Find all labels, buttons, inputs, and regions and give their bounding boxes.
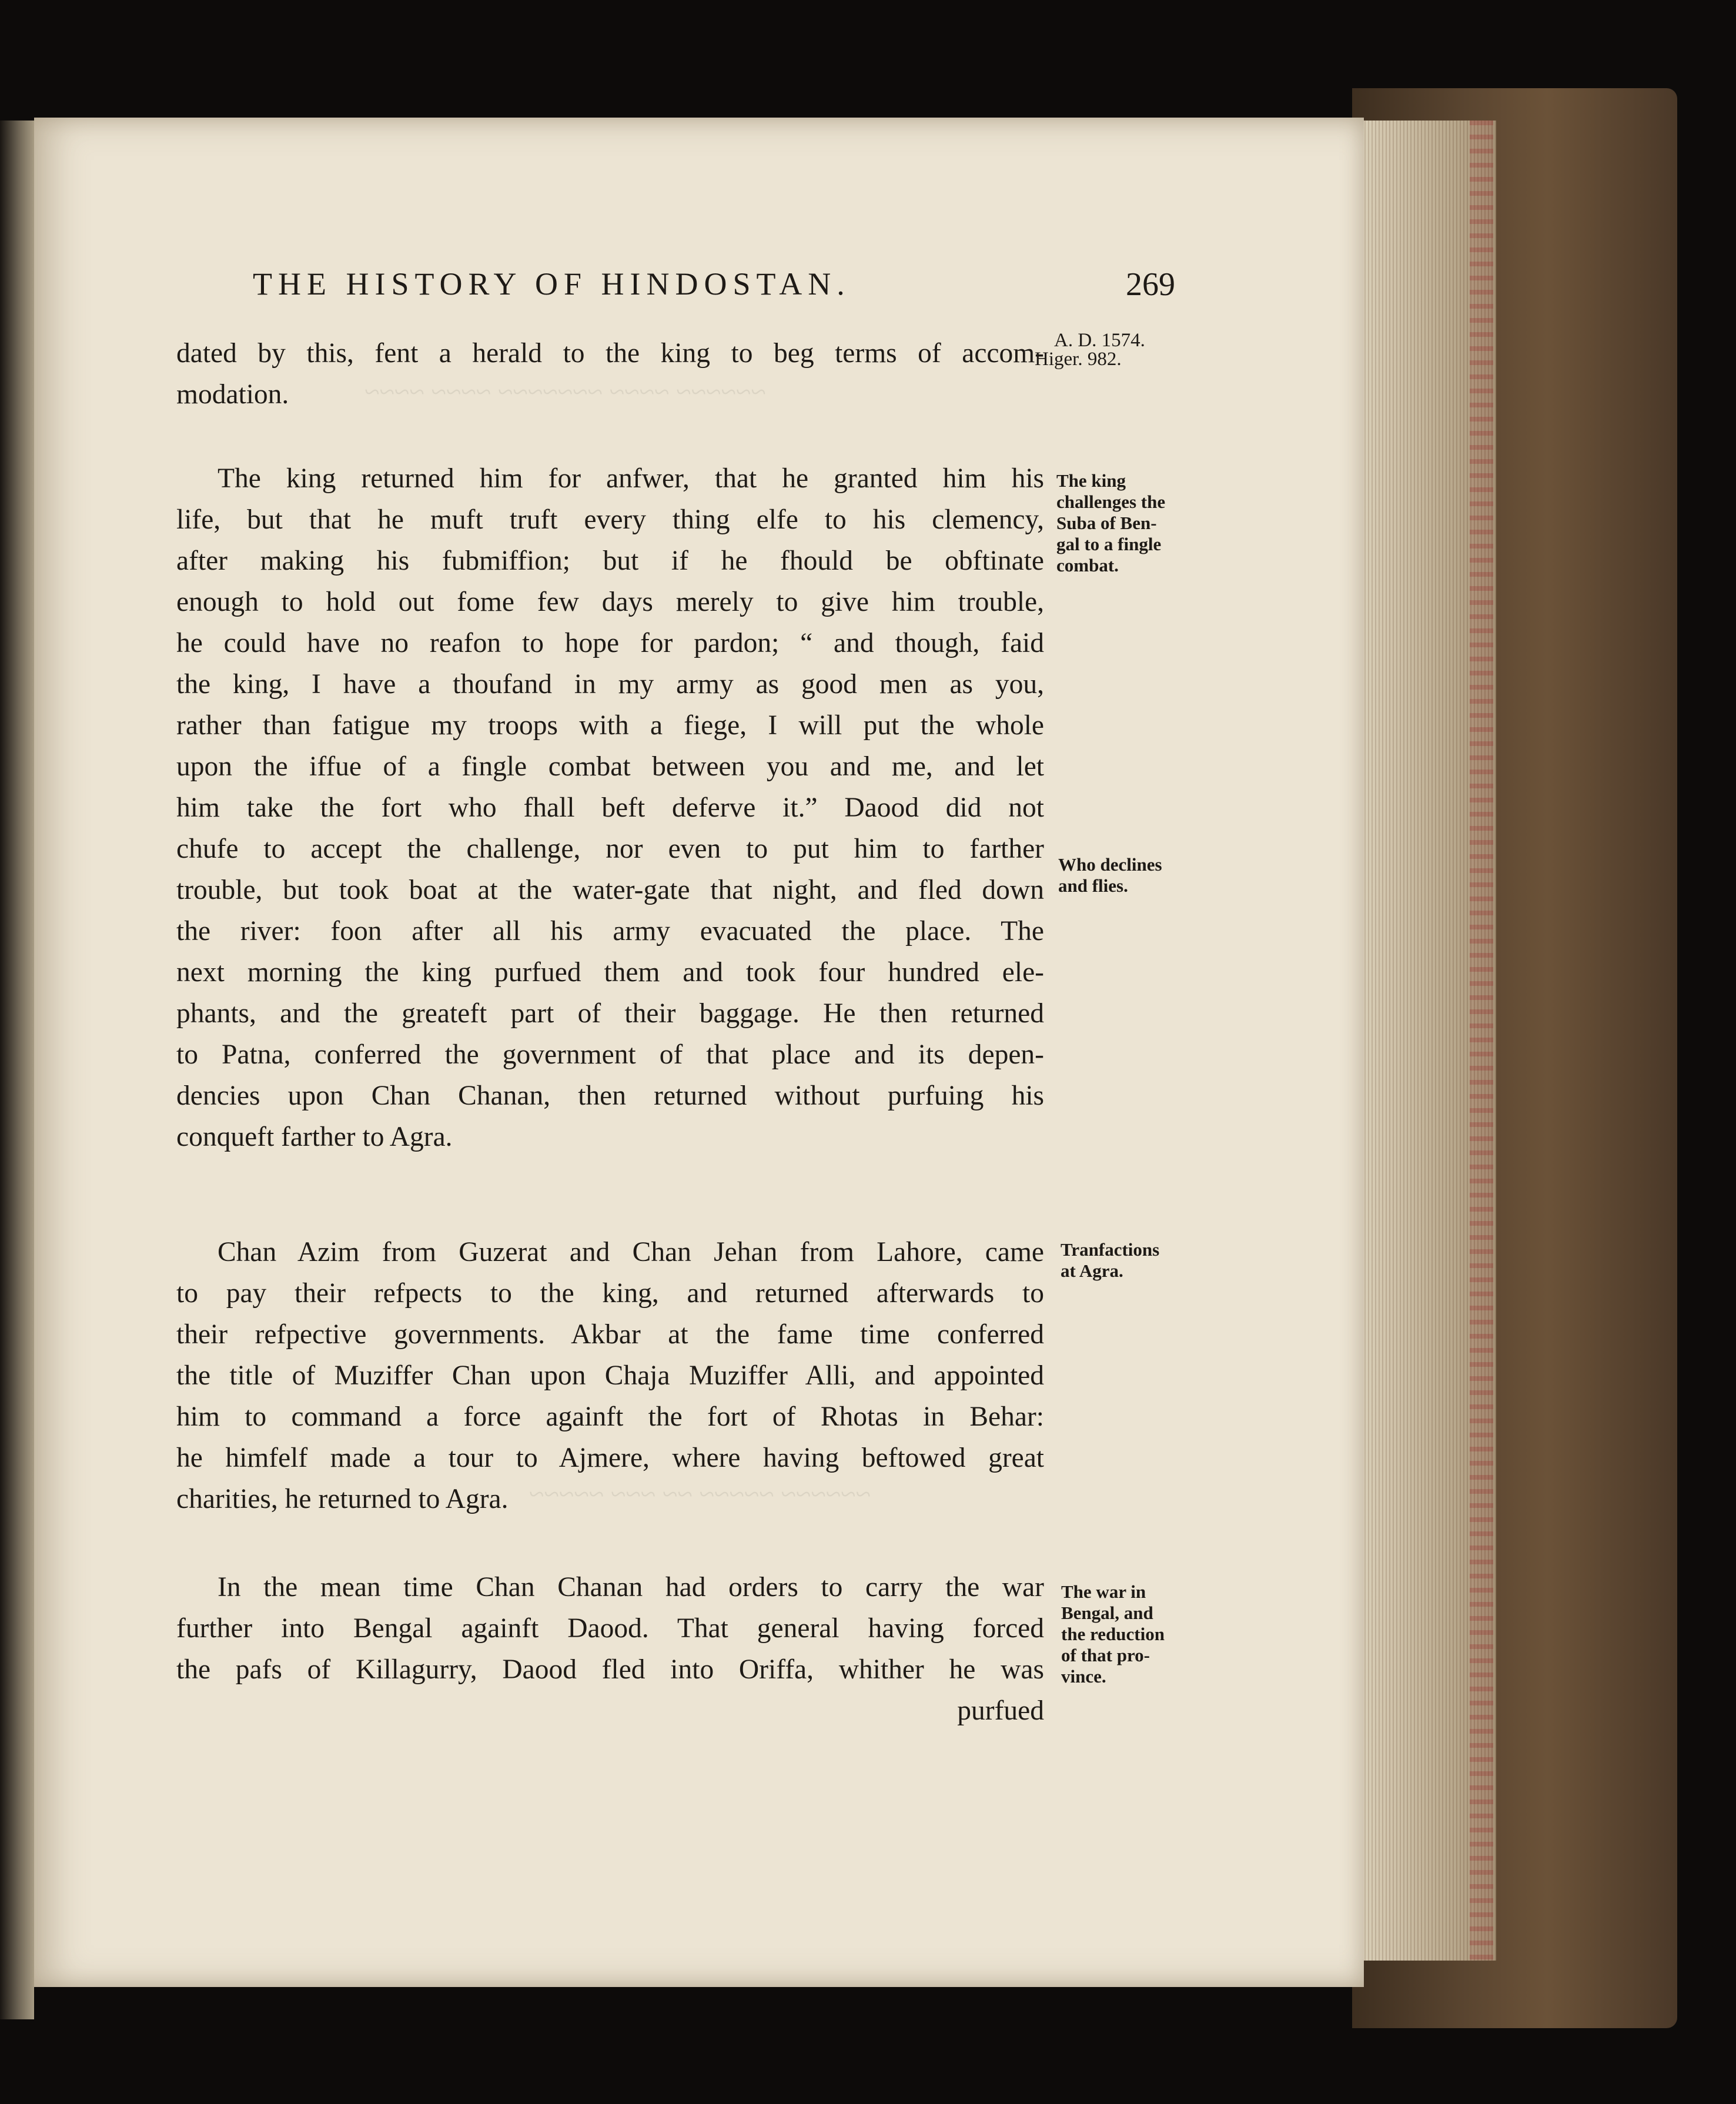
body-line: upon the iffue of a fingle combat between you and me, and let [176,751,1044,782]
running-title: THE HISTORY OF HINDOSTAN. [253,266,851,302]
sidenote-war: vince. [1061,1666,1106,1687]
sidenote-challenge: combat. [1056,555,1119,576]
sidenote-agra: at Agra. [1061,1260,1123,1281]
body-line: the king, I have a thoufand in my army as good men as you, [176,669,1044,700]
date-note-hijri: Higer. 982. [1035,349,1122,370]
body-line: Chan Azim from Guzerat and Chan Jehan from Lahore, came [218,1237,1044,1267]
body-line: In the mean time Chan Chanan had orders to carry the war [218,1572,1044,1603]
body-line: modation. [176,379,289,410]
sidenote-war: The war in [1061,1581,1146,1602]
body-line: he himfelf made a tour to Ajmere, where having beftowed great [176,1443,1044,1473]
bleed-through: ~~~~~~ ~~~~ ~~~~~~~ ~~~~ ~~~~ [364,377,766,407]
body-line: to pay their refpects to the king, and returned afterwards to [176,1278,1044,1309]
red-edge-speckle [1470,121,1493,1961]
body-line: the title of Muziffer Chan upon Chaja Muziffer Alli, and appointed [176,1360,1044,1391]
body-line: next morning the king purfued them and took four hundred ele- [176,957,1044,988]
body-line: trouble, but took boat at the water-gate that night, and fled down [176,875,1044,905]
sidenote-challenge: The king [1056,470,1126,491]
body-line: he could have no reafon to hope for pardon; “ and though, faid [176,628,1044,658]
body-line: The king returned him for anfwer, that he granted him his [218,463,1044,494]
page-number: 269 [1126,266,1175,303]
body-line: the river: foon after all his army evacuated the place. The [176,916,1044,946]
body-line: dencies upon Chan Chanan, then returned without purfuing his [176,1081,1044,1111]
bleed-through: ~~~~~~ ~~~~~ ~~ ~~~ ~~~~~ [529,1479,871,1510]
date-note-ad: A. D. 1574. [1054,330,1145,351]
body-line: to Patna, conferred the government of that place and its depen- [176,1039,1044,1070]
body-line: life, but that he muft truft every thing elfe to his clemency, [176,504,1044,535]
body-line: him take the fort who fhall beft deferve it.” Daood did not [176,792,1044,823]
body-line: enough to hold out fome few days merely to give him trouble, [176,587,1044,617]
sidenote-war: of that pro- [1061,1645,1150,1665]
sidenote-declines: Who declines [1058,854,1162,875]
sidenote-war: the reduction [1061,1624,1165,1644]
body-line: their refpective governments. Akbar at the fame time conferred [176,1319,1044,1350]
sidenote-challenge: gal to a fingle [1056,534,1162,554]
body-line: phants, and the greateft part of their baggage. He then returned [176,998,1044,1029]
catchword: purfued [957,1695,1044,1726]
body-line: further into Bengal againft Daood. That general having forced [176,1613,1044,1644]
body-line: rather than fatigue my troops with a fiege, I will put the whole [176,710,1044,741]
sidenote-declines: and flies. [1058,875,1128,896]
body-line: conqueft farther to Agra. [176,1122,453,1152]
sidenote-challenge: challenges the [1056,491,1166,512]
sidenote-war: Bengal, and [1061,1603,1153,1623]
body-line: him to command a force againft the fort of Rhotas in Behar: [176,1401,1044,1432]
body-line: the pafs of Killagurry, Daood fled into Oriffa, whither he was [176,1654,1044,1685]
left-page-edge [0,121,34,2019]
body-line: dated by this, fent a herald to the king to beg terms of accom- [176,338,1044,369]
body-line: chufe to accept the challenge, nor even to put him to farther [176,834,1044,864]
sidenote-agra: Tranfactions [1061,1239,1160,1260]
body-line: charities, he returned to Agra. [176,1484,509,1514]
sidenote-challenge: Suba of Ben- [1056,513,1157,533]
body-line: after making his fubmiffion; but if he fhould be obftinate [176,546,1044,576]
